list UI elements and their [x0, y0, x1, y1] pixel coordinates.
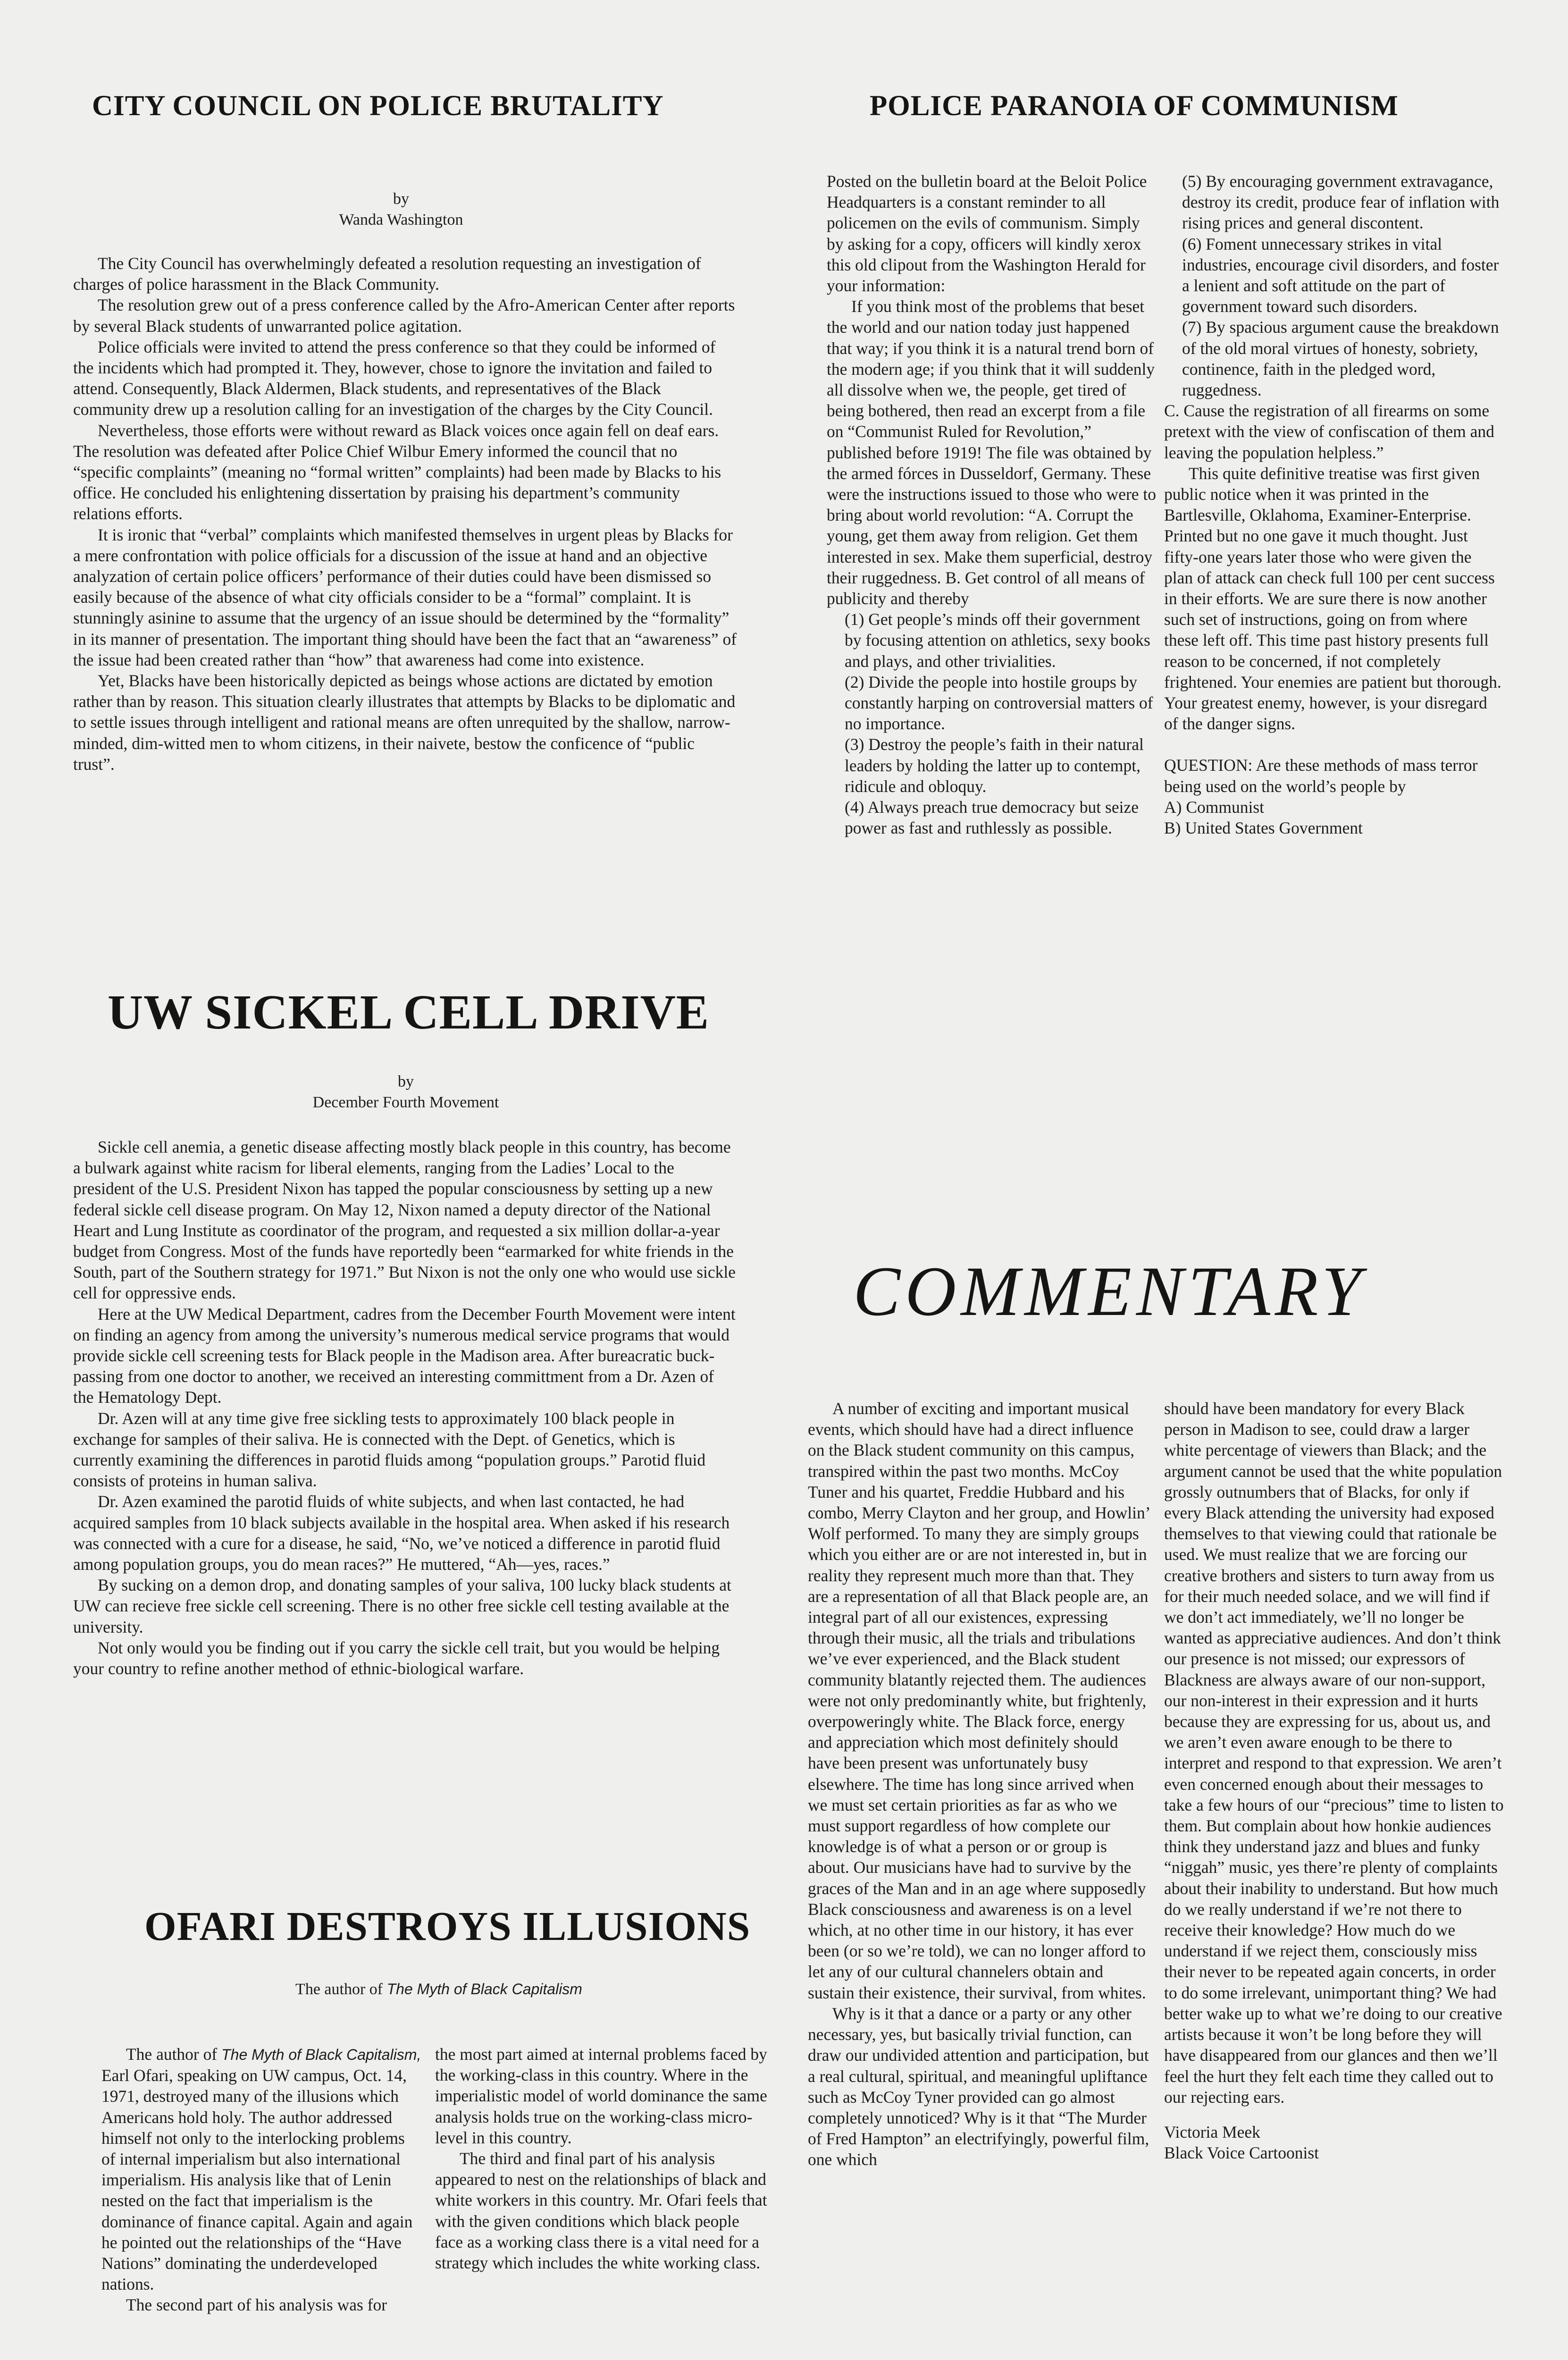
paragraph: Dr. Azen examined the parotid fluids of white subjects, and when last contacted, he had acquired samples from 10 black subjects available in the hospital area. When asked if his research was connected with a cure for a disease, he said, “No, we’ve noticed a difference in parotid fluid among population groups, you do mean races?” He muttered, “Ah—yes, races.”: [73, 1492, 730, 1574]
lead-book-title: The Myth of Black Capitalism,: [221, 2046, 421, 2063]
paragraph: (1) Get people’s minds off their government by focusing attention on athletics, sexy books and plays, and other trivialities.: [845, 610, 1150, 671]
paragraph: Sickle cell anemia, a genetic disease affecting mostly black people in this country, has become a bulwark against white racism for liberal elements, ranging from the Ladies’ Local to the president of the U.S. President Nixon has tapped the popular consciousness by setting up a new federal sickle cell disease program. On May 12, Nixon named a deputy director of the National Heart and Lung Institute as coordinator of the program, and requested a six million dollar-a-year budget from Congress. Most of the funds have reportedly been “earmarked for white friends in the South, part of the Southern strategy for 1971.” But Nixon is not the only one who would use sickle cell for oppressive ends.: [73, 1138, 736, 1303]
byline-by: by: [398, 1073, 414, 1090]
paragraph: Dr. Azen will at any time give free sickling tests to approximately 100 black people in exchange for samples of their saliva. He is connected with the Dept. of Genetics, which is currently examining the differences in parotid fluids among “population groups.” Parotid fluid consists of proteins in human saliva.: [73, 1408, 706, 1491]
headline-sickel-cell: UW SICKEL CELL DRIVE: [108, 985, 710, 1039]
paragraph: Police officials were invited to attend the press conference so that they could be informed of the incidents which had prompted it. They, however, chose to ignore the invitation and failed to attend. Consequently, Black Aldermen, Black students, and representatives of the Black community drew up a resolution calling for an investigation of the charges by the City Council.: [73, 337, 716, 419]
paragraph: Posted on the bulletin board at the Beloit Police Headquarters is a constant reminder to all policemen on the evils of communism. Simply by asking for a copy, officers will kindly xerox this old clipout from the Washington Herald for your information:: [827, 172, 1147, 295]
headline-ofari: OFARI DESTROYS ILLUSIONS: [144, 1903, 751, 1949]
subtitle-ofari: [189, 1979, 689, 2000]
paragraph: Not only would you be finding out if you carry the sickle cell trait, but you would be helping your country to refine another method of ethnic-biological warfare.: [73, 1638, 720, 1678]
subtitle-book-title: The Myth of Black Capitalism: [386, 1981, 582, 1998]
paragraph: B) United States Government: [1164, 818, 1363, 838]
paragraph: If you think most of the problems that beset the world and our nation today just happened that way; if you think it is a natural trend born of the modern age; if you think that it will suddenly all dissolve when we, the people, get tired of being bothered, then read an excerpt from a file on “Communist Ruled for Revolution,” published before 1919! The file was obtained by the armed fórces in Dusseldorf, Germany. These were the instructions issued to those who were to bring about world revolution: “A. Corrupt the young, get them away from religion. Get them interested in sex. Make them superficial, destroy their ruggedness. B. Get control of all means of publicity and thereby: [827, 297, 1157, 608]
paragraph: (5) By encouraging government extravagance, destroy its credit, produce fear of inflation with rising prices and general discontent.: [1182, 172, 1500, 233]
subtitle-prefix: The author of: [295, 1981, 387, 1998]
paragraph: The third and final part of his analysis appeared to nest on the relationships of black and white workers in this country. Mr. Ofari feels that with the given conditions which black people face as a working class there is a vital need for a strategy which includes the white working class.: [435, 2149, 767, 2273]
lead-text: Earl Ofari, speaking on UW campus, Oct. 14, 1971, destroyed many of the illusions which Americans hold holy. The author addressed himself not only to the interlocking problems of internal imperialism but also international imperialism. His analysis like that of Lenin nested on the fact that imperialism is the dominance of finance capital. Again and again he pointed out the relationships of the “Have Nations” dominating the underdeveloped nations.: [101, 2066, 413, 2294]
article-commentary-col2: [1164, 1398, 1504, 2163]
paragraph: A) Communist: [1164, 797, 1265, 817]
byline-author: December Fourth Movement: [312, 1094, 499, 1111]
article-police-paranoia-col2: [1164, 171, 1504, 838]
paragraph: Yet, Blacks have been historically depicted as beings whose actions are dictated by emotion rather than by reason. This situation clearly illustrates that attempts by Blacks to be diplomatic and to settle issues through intelligent and rational means are often unrequited by the shallow, narrow-minded, dim-witted men to whom citizens, in their naivete, bestow the conficence of “public trust”.: [73, 671, 736, 774]
byline-sickel-cell: [264, 1071, 547, 1113]
article-ofari-col2: [435, 2044, 768, 2273]
paragraph: The resolution grew out of a press conference called by the Afro-American Center after reports by several Black students of unwarranted police agitation.: [73, 295, 735, 336]
byline-by: by: [393, 190, 409, 208]
paragraph: It is ironic that “verbal” complaints which manifested themselves in urgent pleas by Blacks for a mere confrontation with police officials for a discussion of the issue at hand and an objective analyzation of certain police officers’ performance of their duties could have been dismissed so easily because of the absence of what city officials consider to be a “formal” complaint. It is stunningly asinine to assume that the urgency of an issue should be determined by the “formality” in its manner of presentation. The important thing should have been the fact that an “awareness” of the issue had been created rather than “how” that awareness had come into existence.: [73, 525, 737, 669]
byline-author: Wanda Washington: [339, 211, 463, 228]
paragraph: The City Council has overwhelmingly defeated a resolution requesting an investigation of charges of police harassment in the Black Community.: [73, 254, 701, 294]
headline-commentary: COMMENTARY: [853, 1252, 1366, 1331]
paragraph: [101, 2044, 422, 2294]
paragraph: should have been mandatory for every Black person in Madison to see, could draw a larger white percentage of viewers than Black; and the argument cannot be used that the white population grossly outnumbers that of Blacks, for only if every Black attending the university had exposed themselves to that viewing could that rationale be used. We must realize that we are forcing our creative brothers and sisters to turn away from us for their much needed solace, and we will find if we don’t act immediately, we’ll no longer be wanted as appreciative audiences. And don’t think our presence is not missed; our expressors of Blackness are always aware of our non-support, our non-interest in their expression and it hurts because they are expressing for us, about us, and we aren’t even aware enough to be there to interpret and respond to that expression. We aren’t even concerned enough about their messages to take a few hours of our “precious” time to listen to them. But complain about how honkie audiences think they understand jazz and blues and funky “niggah” music, yes there’re plenty of complaints about their inability to understand. But how much do we really understand if we’re not there to receive their knowledge? How much do we understand if we reject them, consciously miss their never to be repeated again concerts, in order to do some irrelevant, unimportant thing? We had better wake up to what we’re doing to our creative artists because it won’t be long before they will have disappeared from our glances and then we’ll feel the hurt they felt each time they called out to our rejecting ears.: [1164, 1399, 1504, 2107]
article-police-paranoia-col1: [827, 171, 1157, 839]
paragraph: C. Cause the registration of all firearms on some pretext with the view of confiscation of them and leaving the population helpless.”: [1164, 401, 1494, 462]
paragraph: (2) Divide the people into hostile groups by constantly harping on controversial matters of no importance.: [845, 672, 1153, 733]
article-commentary-col1: [808, 1398, 1152, 2170]
byline-city-council: [283, 189, 519, 230]
headline-city-council: CITY COUNCIL ON POLICE BRUTALITY: [92, 90, 664, 122]
paragraph: (6) Foment unnecessary strikes in vital industries, encourage civil disorders, and foster a lenient and soft attitude on the part of government toward such disorders.: [1182, 234, 1499, 316]
paragraph: A number of exciting and important musical events, which should have had a direct influence on the Black student community on this campus, transpired within the past two months. McCoy Tuner and his quartet, Freddie Hubbard and his combo, Merry Clayton and her group, and Howlin’ Wolf performed. To many they are simply groups which you either are or are not interested in, but in reality they represent much more than that. They are a representation of all that Black people are, an integral part of all our existences, expressing through their music, all the trials and tribulations we’ve ever experienced, and the Black student community blatantly rejected them. The audiences were not only predominantly white, but frightenly, overpoweringly white. The Black force, energy and appreciation which most definitely should have been present was unfortunately busy elsewhere. The time has long since arrived when we must set certain priorities as far as who we must support regardless of how complete our knowledge is of what a person or or group is about. Our musicians have had to survive by the graces of the Man and in an age where supposedly Black consciousness and awareness is on a level which, at no other time in our history, it has ever been (or so we’re told), we can no longer afford to let any of our cultural channelers obtain and sustain their existence, their survival, from whites.: [808, 1399, 1149, 2002]
paragraph: Why is it that a dance or a party or any other necessary, yes, but basically trivial function, can draw our undivided attention and participation, but a real cultural, spiritual, and meaningful upliftance such as McCoy Tyner provided can go almost completely unnoticed? Why is it that “The Murder of Fred Hampton” an electrifyingly, powerful film, one which: [808, 2004, 1149, 2169]
paragraph: This quite definitive treatise was first given public notice when it was printed in the Bartlesville, Oklahoma, Examiner-Enterprise. Printed but no one gave it much thought. Just fifty-one years later those who were given the plan of attack can check full 100 per cent success in their efforts. We are sure there is now another such set of instructions, going on from where these left off. This time past history presents full reason to be concerned, if not completely frightened. Your enemies are patient but thorough. Your greatest enemy, however, is your disregard of the danger signs.: [1164, 464, 1501, 733]
signature-name: Victoria Meek: [1164, 2122, 1260, 2141]
paragraph: QUESTION: Are these methods of mass terror being used on the world’s people by: [1164, 756, 1478, 796]
paragraph: (7) By spacious argument cause the breakdown of the old moral virtues of honesty, sobriety, continence, faith in the pledged word, ruggedness.: [1182, 318, 1499, 400]
paragraph: (4) Always preach true democracy but seize power as fast and ruthlessly as possible.: [845, 798, 1139, 838]
paragraph: By sucking on a demon drop, and donating samples of your saliva, 100 lucky black students at UW can recieve free sickle cell screening. There is no other free sickle cell testing available at the university.: [73, 1576, 731, 1636]
paragraph: the most part aimed at internal problems faced by the working-class in this country. Where in the imperialistic model of world dominance the same analysis holds true on the working-class micro-level in this country.: [435, 2045, 767, 2147]
paragraph: Here at the UW Medical Department, cadres from the December Fourth Movement were intent on finding an agency from among the university’s numerous medical service programs that would provide sickle cell screening tests for Black people in the Madison area. After bureacratic buck-passing from one doctor to another, we received an interesting committment from a Dr. Azen of the Hematology Dept.: [73, 1304, 736, 1407]
lead-prefix: The author of: [126, 2045, 222, 2064]
paragraph: Nevertheless, those efforts were without reward as Black voices once again fell on deaf ears. The resolution was defeated after Police Chief Wilbur Emery informed the council that no “specific complaints” (meaning no “formal written” complaints) had been made by Blacks to his office. He concluded his enlightening dissertation by praising his department’s community relations efforts.: [73, 421, 721, 523]
article-ofari-col1: [101, 2044, 422, 2316]
paragraph: The second part of his analysis was for: [126, 2295, 387, 2315]
article-sickel-cell-body: [73, 1137, 738, 1679]
signature-title: Black Voice Cartoonist: [1164, 2143, 1319, 2163]
article-city-council-body: [73, 253, 738, 775]
paragraph: (3) Destroy the people’s faith in their natural leaders by holding the latter up to contempt, ridicule and obloquy.: [845, 735, 1144, 796]
headline-police-paranoia: POLICE PARANOIA OF COMMUNISM: [870, 90, 1399, 122]
